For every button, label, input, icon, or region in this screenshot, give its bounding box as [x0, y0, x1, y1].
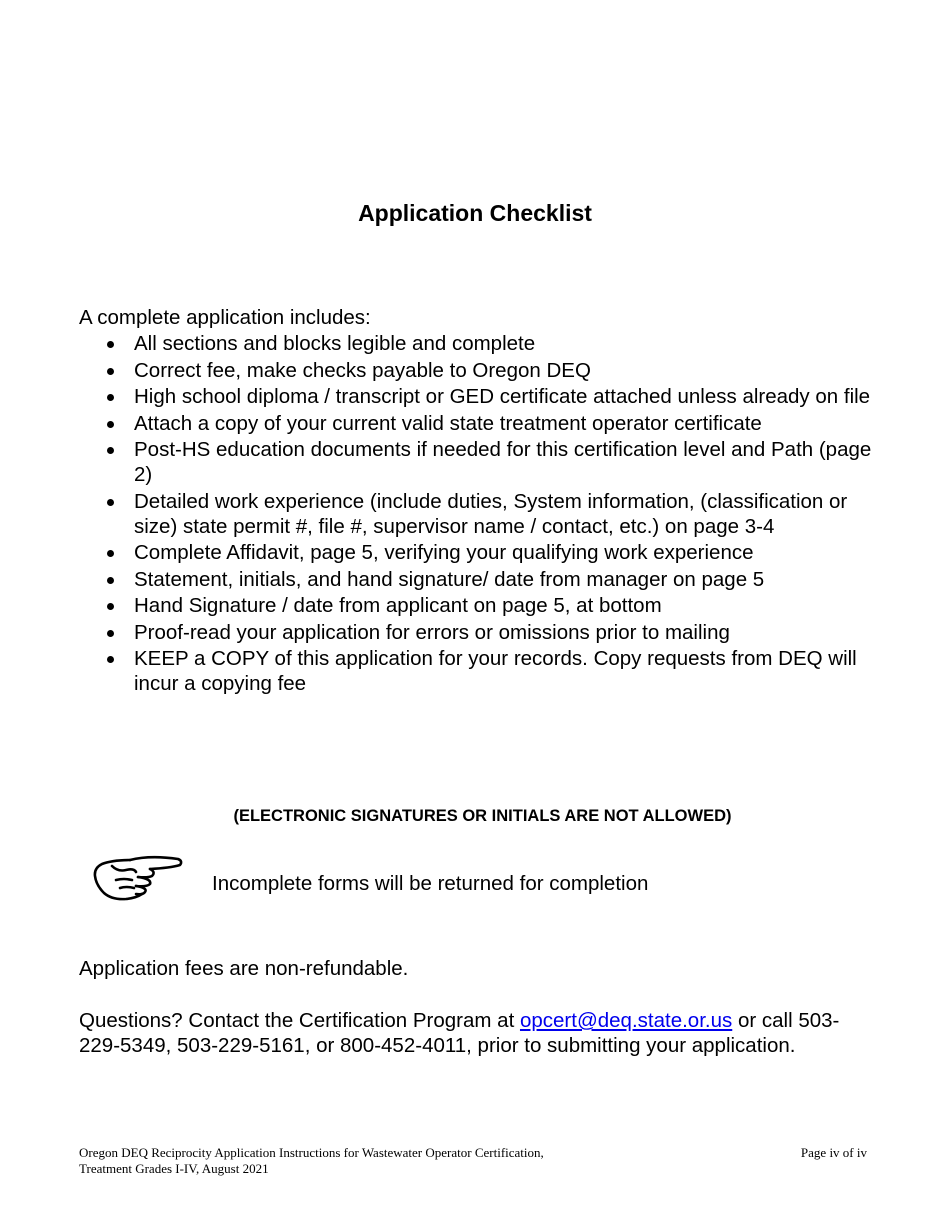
checklist-item: Correct fee, make checks payable to Oregon DEQ [134, 358, 874, 383]
checklist-item: Complete Affidavit, page 5, verifying your qualifying work experience [134, 540, 874, 565]
contact-suffix: or call 503-229-5349, 503-229-5161, or 800-452-4011, prior to submitting your application. [79, 1009, 840, 1057]
checklist-item: KEEP a COPY of this application for your records. Copy requests from DEQ will incur a copying fee [134, 646, 874, 696]
checklist-item: Attach a copy of your current valid state treatment operator certificate [134, 411, 874, 436]
contact-paragraph [79, 1008, 869, 1058]
checklist-item: Statement, initials, and hand signature/ date from manager on page 5 [134, 567, 874, 592]
page-number: Page iv of iv [800, 1145, 867, 1160]
application-checklist [134, 331, 874, 698]
incomplete-forms-note: Incomplete forms will be returned for completion [212, 872, 649, 895]
pointing-hand-icon [90, 852, 185, 904]
footer-document-info [79, 1145, 544, 1177]
checklist-item: All sections and blocks legible and complete [134, 331, 874, 356]
checklist-item: Detailed work experience (include duties, System information, (classification or size) state permit #, file #, supervisor name / contact, etc.) on page 3-4 [134, 489, 874, 539]
footer-line-2: Treatment Grades I-IV, August 2021 [79, 1161, 269, 1176]
page-title: Application Checklist [358, 200, 592, 226]
checklist-item: Hand Signature / date from applicant on page 5, at bottom [134, 593, 874, 618]
checklist-item: Proof-read your application for errors or omissions prior to mailing [134, 620, 874, 645]
checklist-item: Post-HS education documents if needed for this certification level and Path (page 2) [134, 437, 874, 487]
checklist-intro: A complete application includes: [79, 306, 371, 329]
footer-line-1: Oregon DEQ Reciprocity Application Instructions for Wastewater Operator Certification, [79, 1145, 544, 1160]
fees-note: Application fees are non-refundable. [79, 957, 409, 980]
contact-email-link[interactable]: opcert@deq.state.or.us [519, 1009, 733, 1032]
checklist-item: High school diploma / transcript or GED certificate attached unless already on file [134, 384, 874, 409]
contact-prefix: Questions? Contact the Certification Program at [79, 1009, 520, 1032]
signature-notice: (ELECTRONIC SIGNATURES OR INITIALS ARE NOT ALLOWED) [233, 807, 732, 825]
